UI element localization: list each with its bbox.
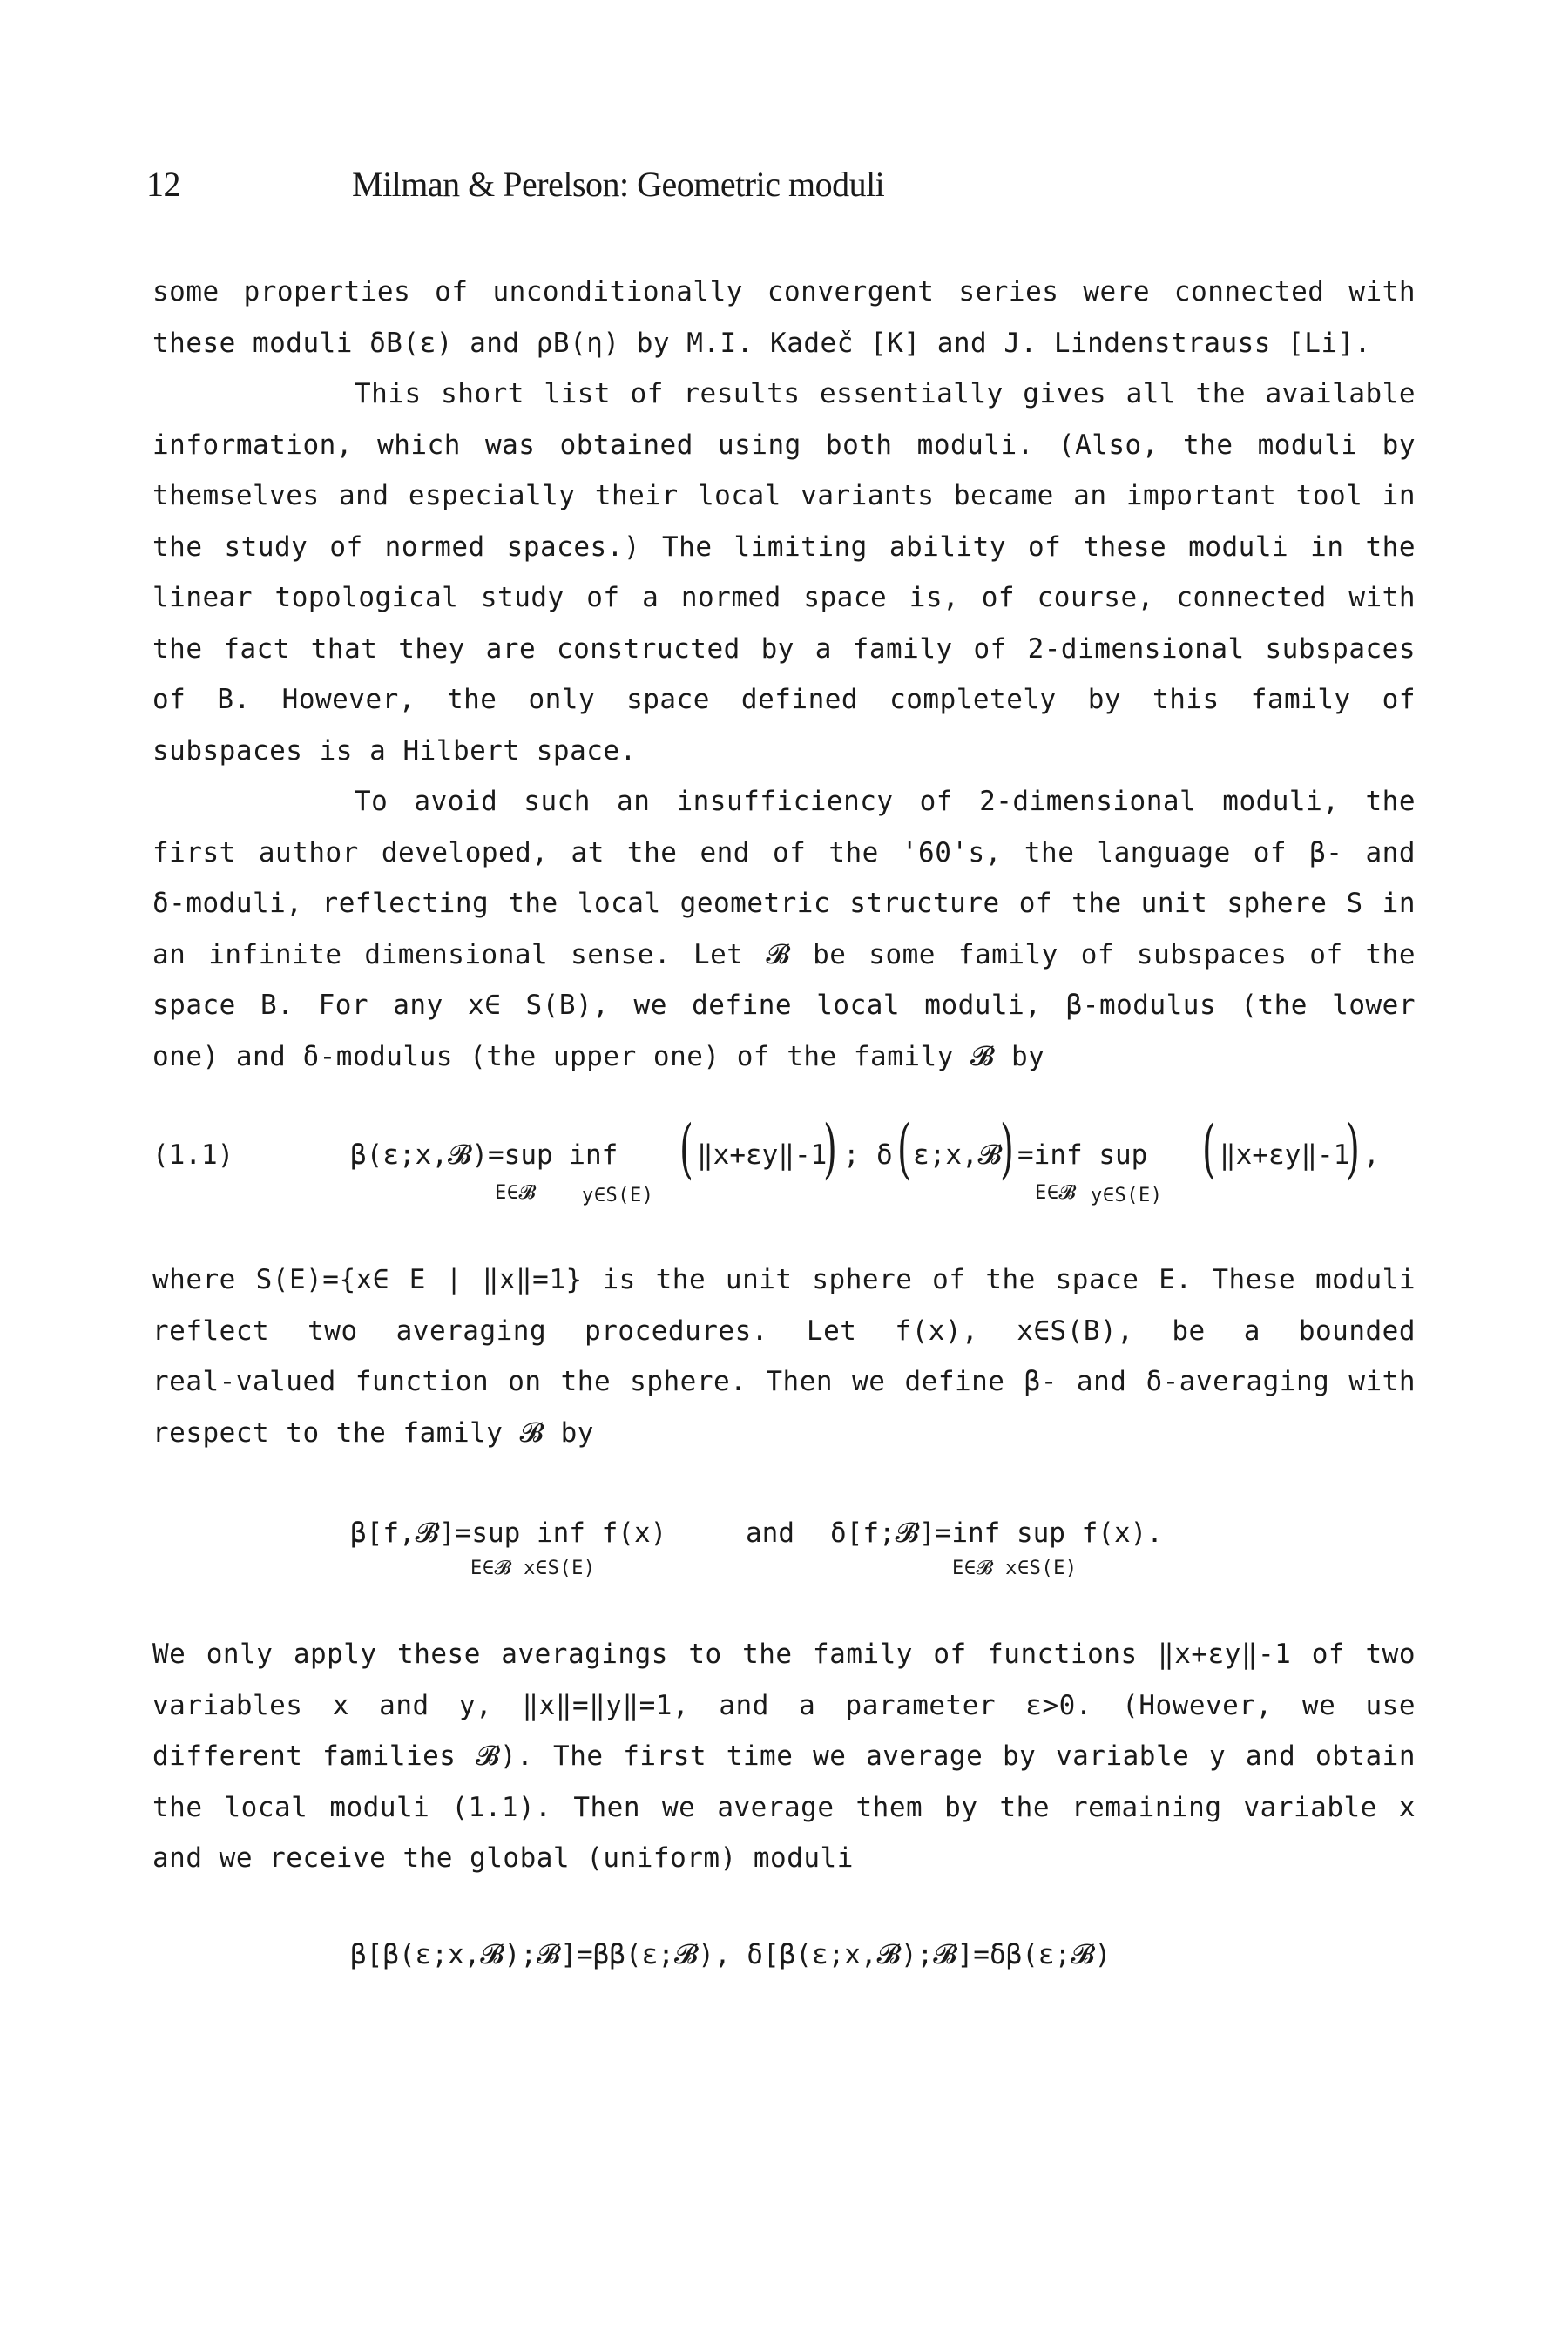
equation-beta-lhs: β(ε;x,𝓑)=sup inf (350, 1139, 618, 1171)
page-header (146, 164, 1418, 216)
paragraph-5 (152, 1629, 1416, 1884)
text-line: different families 𝓑). The first time we average by variable y and obtain (152, 1740, 1416, 1772)
text-line: and we receive the global (uniform) moduli (152, 1842, 854, 1874)
equation-beta-arg: ‖x+εy‖-1 (697, 1139, 828, 1171)
equation-number: (1.1) (152, 1139, 234, 1171)
text-line: the study of normed spaces.) The limiting ability of these moduli in the (152, 531, 1416, 563)
equation-delta-average: δ[f;𝓑]=inf sup f(x). (830, 1517, 1163, 1549)
text-line: To avoid such an insufficiency of 2-dimensional moduli, the (355, 786, 1416, 817)
right-brace: ) (1000, 1112, 1014, 1186)
text-line: We only apply these averagings to the family of functions ‖x+εy‖-1 of two (152, 1639, 1416, 1670)
text-line: information, which was obtained using both moduli. (Also, the moduli by (152, 429, 1416, 461)
subscript-beta-inf: y∈S(E) (582, 1185, 654, 1206)
equation-beta-average: β[f,𝓑]=sup inf f(x) (350, 1517, 667, 1549)
text-line: variables x and y, ‖x‖=‖y‖=1, and a parameter ε>0. (However, we use (152, 1689, 1416, 1721)
equation-end: , (1363, 1139, 1380, 1171)
text-line: these moduli δB(ε) and ρB(η) by M.I. Kadeč [K] and J. Lindenstrauss [Li]. (152, 327, 1371, 359)
paragraph-4 (152, 1254, 1416, 1458)
text-line: δ-moduli, reflecting the local geometric structure of the unit sphere S in (152, 888, 1416, 919)
subscript-delta-inf: E∈𝓑 (1035, 1182, 1077, 1204)
text-line: themselves and especially their local variants became an important tool in (152, 480, 1416, 511)
right-brace: ) (1346, 1112, 1360, 1186)
subscript-beta-average: E∈𝓑 x∈S(E) (470, 1558, 596, 1579)
equation-and: and (746, 1517, 794, 1549)
running-title: Milman & Perelson: Geometric moduli (352, 165, 885, 204)
right-brace: ) (823, 1112, 837, 1186)
text-line: the fact that they are constructed by a family of 2-dimensional subspaces (152, 632, 1416, 665)
left-brace: ( (897, 1112, 911, 1186)
text-line: one) and δ-modulus (the upper one) of the family 𝓑 by (152, 1040, 1045, 1072)
text-line: subspaces is a Hilbert space. (152, 734, 637, 767)
paragraph-1 (152, 267, 1416, 368)
text-line: reflect two averaging procedures. Let f(x), x∈S(B), be a bounded (152, 1315, 1416, 1347)
left-brace: ( (679, 1112, 693, 1186)
equation-delta-arg: ε;x,𝓑 (913, 1139, 1002, 1171)
equation-global-moduli: β[β(ε;x,𝓑);𝓑]=ββ(ε;𝓑), δ[β(ε;x,𝓑);𝓑]=δβ(ε;𝓑) (350, 1939, 1112, 1970)
text-line: an infinite dimensional sense. Let 𝓑 be some family of subspaces of the (152, 938, 1416, 970)
equation-delta-rhs: =inf sup (1017, 1139, 1148, 1171)
text-line: linear topological study of a normed space is, of course, connected with (152, 582, 1416, 613)
paragraph-3 (152, 776, 1416, 1082)
text-line: where S(E)={x∈ E | ‖x‖=1} is the unit sphere of the space E. These moduli (152, 1264, 1416, 1295)
page-number: 12 (146, 165, 180, 204)
equation-delta-tail: ‖x+εy‖-1 (1220, 1139, 1350, 1171)
text-line: space B. For any x∈ S(B), we define local moduli, β-modulus (the lower (152, 990, 1416, 1021)
subscript-beta-sup: E∈𝓑 (495, 1182, 537, 1204)
paragraph-2 (152, 368, 1416, 776)
equation-separator: ; (843, 1139, 860, 1171)
equation-delta-prefix: δ (876, 1139, 893, 1171)
text-line: the local moduli (1.1). Then we average them by the remaining variable x (152, 1791, 1416, 1823)
subscript-delta-average: E∈𝓑 x∈S(E) (952, 1558, 1078, 1579)
left-brace: ( (1202, 1112, 1216, 1186)
text-line: real-valued function on the sphere. Then we define β- and δ-averaging with (152, 1366, 1416, 1397)
text-line: respect to the family 𝓑 by (152, 1416, 594, 1449)
subscript-delta-sup: y∈S(E) (1091, 1185, 1163, 1206)
text-line: first author developed, at the end of the '60's, the language of β- and (152, 836, 1416, 868)
text-line: of B. However, the only space defined completely by this family of (152, 684, 1416, 715)
text-line: some properties of unconditionally convergent series were connected with (152, 276, 1416, 308)
text-line: This short list of results essentially gives all the available (355, 378, 1416, 409)
